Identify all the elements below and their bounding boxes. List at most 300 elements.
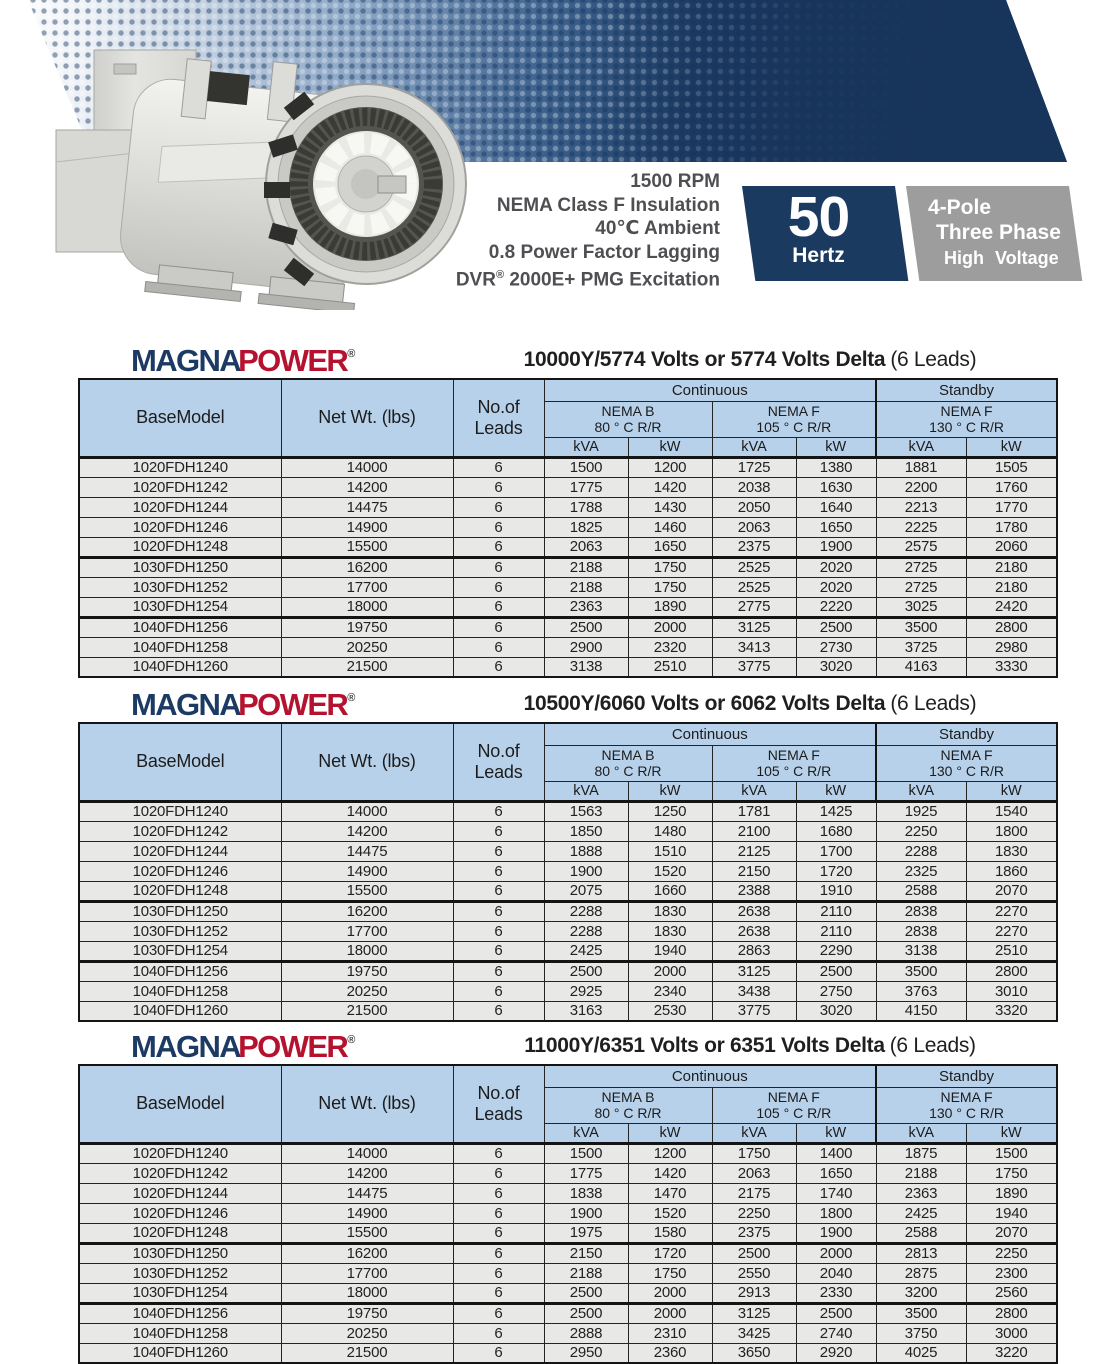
group-header-continuous: Continuous: [544, 379, 876, 401]
table-cell: 1775: [544, 477, 628, 497]
table-cell: 3775: [712, 657, 796, 677]
table-cell: 2000: [796, 1243, 876, 1263]
table-cell: 2150: [544, 1243, 628, 1263]
table-row: [79, 477, 1057, 497]
table-cell: 1540: [966, 801, 1057, 821]
table-cell: 2020: [796, 557, 876, 577]
table-cell: 2288: [544, 921, 628, 941]
col-header-netwt: Net Wt. (lbs): [281, 1065, 453, 1143]
table-cell: 1900: [544, 1203, 628, 1223]
table-cell: 1420: [628, 477, 712, 497]
table-cell: 21500: [281, 657, 453, 677]
table-cell: 1020FDH1244: [79, 1183, 281, 1203]
table-cell: 1030FDH1250: [79, 1243, 281, 1263]
table-cell: 6: [453, 537, 544, 557]
table-cell: 21500: [281, 1001, 453, 1021]
table-cell: 1830: [628, 921, 712, 941]
table-cell: 2875: [876, 1263, 966, 1283]
table-cell: 2838: [876, 921, 966, 941]
table-cell: 3425: [712, 1323, 796, 1343]
table-cell: 6: [453, 861, 544, 881]
table-row: [79, 861, 1057, 881]
nema-header: NEMA F 130 ° C R/R: [876, 745, 1057, 781]
table-cell: 20250: [281, 1323, 453, 1343]
table-cell: 2063: [712, 517, 796, 537]
table-cell: 6: [453, 1001, 544, 1021]
table-row: [79, 961, 1057, 981]
table-cell: 1200: [628, 1143, 712, 1163]
table-cell: 1040FDH1258: [79, 637, 281, 657]
table-cell: 2740: [796, 1323, 876, 1343]
table-cell: 2550: [712, 1263, 796, 1283]
table-cell: 1900: [796, 537, 876, 557]
table-cell: 2800: [966, 617, 1057, 637]
table-cell: 6: [453, 657, 544, 677]
table-cell: 1500: [544, 1143, 628, 1163]
table-cell: 1750: [966, 1163, 1057, 1183]
unit-header-kw: kW: [796, 781, 876, 801]
table-cell: 2425: [544, 941, 628, 961]
table-row: [79, 881, 1057, 901]
table-cell: 1580: [628, 1223, 712, 1243]
table-cell: 1400: [796, 1143, 876, 1163]
table-cell: 1380: [796, 457, 876, 477]
table-cell: 2913: [712, 1283, 796, 1303]
table-cell: 2500: [796, 617, 876, 637]
table-cell: 1888: [544, 841, 628, 861]
table-cell: 14000: [281, 457, 453, 477]
table-cell: 3413: [712, 637, 796, 657]
table-cell: 2250: [876, 821, 966, 841]
table-cell: 1020FDH1244: [79, 497, 281, 517]
table-cell: 1940: [966, 1203, 1057, 1223]
table-cell: 14475: [281, 497, 453, 517]
table-cell: 6: [453, 1343, 544, 1363]
table-cell: 3010: [966, 981, 1057, 1001]
table-cell: 2375: [712, 537, 796, 557]
table-cell: 2180: [966, 577, 1057, 597]
table-cell: 1830: [628, 901, 712, 921]
table-cell: 2175: [712, 1183, 796, 1203]
group-header-continuous: Continuous: [544, 723, 876, 745]
spec-line: 1500 RPM: [630, 171, 720, 192]
table-cell: 1460: [628, 517, 712, 537]
table-cell: 2110: [796, 901, 876, 921]
table-cell: 2500: [544, 1303, 628, 1323]
table-cell: 2888: [544, 1323, 628, 1343]
table-cell: 1030FDH1250: [79, 557, 281, 577]
table-cell: 19750: [281, 961, 453, 981]
table-cell: 2500: [712, 1243, 796, 1263]
table-cell: 3000: [966, 1323, 1057, 1343]
table-cell: 2500: [544, 1283, 628, 1303]
table-cell: 6: [453, 1163, 544, 1183]
table-row: [79, 577, 1057, 597]
table-cell: 6: [453, 637, 544, 657]
col-header-basemodel: BaseModel: [79, 723, 281, 801]
table-cell: 1781: [712, 801, 796, 821]
table-cell: 2375: [712, 1223, 796, 1243]
table-cell: 14200: [281, 477, 453, 497]
table-row: [79, 801, 1057, 821]
section-title: 10000Y/5774 Volts or 5774 Volts Delta (6 Leads): [523, 348, 977, 371]
table-cell: 6: [453, 981, 544, 1001]
table-cell: 3125: [712, 961, 796, 981]
table-cell: 1500: [544, 457, 628, 477]
table-cell: 2560: [966, 1283, 1057, 1303]
table-cell: 1780: [966, 517, 1057, 537]
table-cell: 1650: [796, 1163, 876, 1183]
table-cell: 14000: [281, 801, 453, 821]
table-cell: 1020FDH1242: [79, 477, 281, 497]
table-cell: 2588: [876, 881, 966, 901]
table-cell: 1020FDH1246: [79, 861, 281, 881]
table-cell: 2920: [796, 1343, 876, 1363]
table-row: [79, 1143, 1057, 1163]
ratings-table: [78, 1064, 1058, 1364]
table-cell: 3330: [966, 657, 1057, 677]
table-cell: 1030FDH1252: [79, 577, 281, 597]
table-cell: 3763: [876, 981, 966, 1001]
table-cell: 2388: [712, 881, 796, 901]
table-cell: 1900: [544, 861, 628, 881]
table-cell: 1800: [966, 821, 1057, 841]
section-title: 10500Y/6060 Volts or 6062 Volts Delta (6 Leads): [523, 692, 977, 715]
table-cell: 1040FDH1260: [79, 657, 281, 677]
col-header-leads: No.of Leads: [453, 379, 544, 457]
table-row: [79, 617, 1057, 637]
table-cell: 2575: [876, 537, 966, 557]
table-cell: 1510: [628, 841, 712, 861]
table-cell: 2500: [544, 617, 628, 637]
registered-mark: ®: [347, 348, 356, 360]
unit-header-kw: kW: [628, 781, 712, 801]
table-cell: 1770: [966, 497, 1057, 517]
table-cell: 1838: [544, 1183, 628, 1203]
table-cell: 6: [453, 1303, 544, 1323]
table-cell: 1430: [628, 497, 712, 517]
table-cell: 2525: [712, 577, 796, 597]
table-cell: 2800: [966, 961, 1057, 981]
unit-header-kw: kW: [966, 781, 1057, 801]
table-cell: 1020FDH1240: [79, 457, 281, 477]
table-cell: 3500: [876, 617, 966, 637]
table-cell: 1030FDH1254: [79, 941, 281, 961]
table-cell: 1040FDH1258: [79, 1323, 281, 1343]
table-cell: 6: [453, 921, 544, 941]
unit-header-kva: kVA: [544, 437, 628, 457]
table-cell: 3020: [796, 1001, 876, 1021]
table-cell: 2900: [544, 637, 628, 657]
table-cell: 3020: [796, 657, 876, 677]
table-cell: 15500: [281, 881, 453, 901]
table-row: [79, 921, 1057, 941]
table-cell: 2000: [628, 1283, 712, 1303]
table-cell: 19750: [281, 617, 453, 637]
table-cell: 1860: [966, 861, 1057, 881]
table-cell: 2188: [876, 1163, 966, 1183]
col-header-basemodel: BaseModel: [79, 1065, 281, 1143]
table-cell: 3200: [876, 1283, 966, 1303]
table-cell: 2188: [544, 577, 628, 597]
table-cell: 1890: [628, 597, 712, 617]
table-cell: 1040FDH1256: [79, 961, 281, 981]
table-cell: 2500: [796, 961, 876, 981]
table-cell: 2050: [712, 497, 796, 517]
ratings-table: [78, 378, 1058, 678]
table-row: [79, 657, 1057, 677]
table-cell: 2070: [966, 1223, 1057, 1243]
table-row: [79, 537, 1057, 557]
ratings-table: [78, 722, 1058, 1022]
table-cell: 2000: [628, 1303, 712, 1323]
unit-header-kw: kW: [628, 437, 712, 457]
table-cell: 2060: [966, 537, 1057, 557]
nema-header: NEMA B 80 ° C R/R: [544, 1087, 712, 1123]
table-row: [79, 1263, 1057, 1283]
table-cell: 1680: [796, 821, 876, 841]
table-cell: 2213: [876, 497, 966, 517]
table-cell: 6: [453, 1243, 544, 1263]
table-cell: 1020FDH1246: [79, 1203, 281, 1223]
table-row: [79, 821, 1057, 841]
table-cell: 1040FDH1258: [79, 981, 281, 1001]
table-row: [79, 637, 1057, 657]
table-cell: 2310: [628, 1323, 712, 1343]
unit-header-kva: kVA: [712, 437, 796, 457]
spec-line: 40℃ Ambient: [595, 218, 720, 240]
table-cell: 2150: [712, 861, 796, 881]
table-cell: 6: [453, 1223, 544, 1243]
table-cell: 1480: [628, 821, 712, 841]
table-cell: 2188: [544, 557, 628, 577]
table-row: [79, 1303, 1057, 1323]
table-cell: 2775: [712, 597, 796, 617]
table-cell: 2950: [544, 1343, 628, 1363]
table-cell: 2040: [796, 1263, 876, 1283]
table-cell: 3500: [876, 961, 966, 981]
table-cell: 3500: [876, 1303, 966, 1323]
table-cell: 2363: [544, 597, 628, 617]
col-header-leads: No.of Leads: [453, 723, 544, 801]
table-cell: 2250: [966, 1243, 1057, 1263]
table-cell: 1910: [796, 881, 876, 901]
table-cell: 1020FDH1240: [79, 801, 281, 821]
table-cell: 1650: [628, 537, 712, 557]
group-header-standby: Standby: [876, 1065, 1057, 1087]
table-cell: 6: [453, 961, 544, 981]
table-cell: 2220: [796, 597, 876, 617]
table-cell: 1660: [628, 881, 712, 901]
table-cell: 2110: [796, 921, 876, 941]
table-cell: 3438: [712, 981, 796, 1001]
group-header-continuous: Continuous: [544, 1065, 876, 1087]
table-cell: 1020FDH1248: [79, 881, 281, 901]
table-cell: 21500: [281, 1343, 453, 1363]
table-cell: 1563: [544, 801, 628, 821]
table-cell: 6: [453, 1143, 544, 1163]
table-cell: 6: [453, 477, 544, 497]
unit-header-kw: kW: [796, 437, 876, 457]
table-cell: 1020FDH1242: [79, 821, 281, 841]
table-cell: 16200: [281, 901, 453, 921]
table-cell: 2125: [712, 841, 796, 861]
registered-mark: ®: [347, 692, 356, 704]
table-cell: 1740: [796, 1183, 876, 1203]
table-cell: 1750: [628, 577, 712, 597]
table-cell: 1630: [796, 477, 876, 497]
table-cell: 2330: [796, 1283, 876, 1303]
nema-header: NEMA F 130 ° C R/R: [876, 1087, 1057, 1123]
registered-mark: ®: [347, 1034, 356, 1046]
table-cell: 2180: [966, 557, 1057, 577]
table-cell: 2020: [796, 577, 876, 597]
nema-header: NEMA F 130 ° C R/R: [876, 401, 1057, 437]
pole-badge: [906, 186, 1069, 281]
table-cell: 1775: [544, 1163, 628, 1183]
table-cell: 1720: [796, 861, 876, 881]
registered-mark: ®: [495, 269, 505, 282]
table-cell: 1420: [628, 1163, 712, 1183]
table-row: [79, 1183, 1057, 1203]
unit-header-kw: kW: [966, 1123, 1057, 1143]
group-header-standby: Standby: [876, 379, 1057, 401]
table-cell: 1890: [966, 1183, 1057, 1203]
table-cell: 2300: [966, 1263, 1057, 1283]
table-cell: 2363: [876, 1183, 966, 1203]
table-cell: 6: [453, 577, 544, 597]
table-cell: 15500: [281, 1223, 453, 1243]
magnapower-logo: MAGNAPOWER®: [131, 687, 356, 722]
table-body: [79, 801, 1057, 1021]
table-row: [79, 1163, 1057, 1183]
col-header-basemodel: BaseModel: [79, 379, 281, 457]
table-cell: 1020FDH1244: [79, 841, 281, 861]
table-cell: 2038: [712, 477, 796, 497]
hertz-unit: Hertz: [792, 244, 845, 267]
table-cell: 1788: [544, 497, 628, 517]
table-cell: 20250: [281, 981, 453, 1001]
nema-header: NEMA B 80 ° C R/R: [544, 401, 712, 437]
table-cell: 1800: [796, 1203, 876, 1223]
table-cell: 1040FDH1256: [79, 617, 281, 637]
table-row: [79, 497, 1057, 517]
nema-header: NEMA F 105 ° C R/R: [712, 745, 876, 781]
table-row: [79, 841, 1057, 861]
hertz-badge: [742, 186, 895, 281]
table-cell: 6: [453, 1203, 544, 1223]
table-cell: 2325: [876, 861, 966, 881]
table-cell: 6: [453, 1263, 544, 1283]
table-cell: 2638: [712, 901, 796, 921]
table-cell: 3650: [712, 1343, 796, 1363]
table-cell: 17700: [281, 921, 453, 941]
table-cell: 6: [453, 941, 544, 961]
unit-header-kva: kVA: [712, 781, 796, 801]
table-cell: 2730: [796, 637, 876, 657]
table-cell: 2200: [876, 477, 966, 497]
table-cell: 3025: [876, 597, 966, 617]
table-cell: 14000: [281, 1143, 453, 1163]
table-cell: 2638: [712, 921, 796, 941]
table-cell: 1750: [712, 1143, 796, 1163]
table-cell: 6: [453, 881, 544, 901]
table-cell: 2525: [712, 557, 796, 577]
table-cell: 3725: [876, 637, 966, 657]
table-row: [79, 901, 1057, 921]
unit-header-kva: kVA: [544, 1123, 628, 1143]
table-cell: 2070: [966, 881, 1057, 901]
table-cell: 2725: [876, 557, 966, 577]
table-cell: 1030FDH1252: [79, 1263, 281, 1283]
table-cell: 2340: [628, 981, 712, 1001]
table-cell: 16200: [281, 557, 453, 577]
table-cell: 2188: [544, 1263, 628, 1283]
table-cell: 3220: [966, 1343, 1057, 1363]
table-cell: 14900: [281, 1203, 453, 1223]
table-cell: 1975: [544, 1223, 628, 1243]
table-cell: 6: [453, 517, 544, 537]
nema-header: NEMA F 105 ° C R/R: [712, 1087, 876, 1123]
table-cell: 2420: [966, 597, 1057, 617]
table-cell: 1040FDH1256: [79, 1303, 281, 1323]
table-cell: 1470: [628, 1183, 712, 1203]
table-cell: 3138: [544, 657, 628, 677]
col-header-netwt: Net Wt. (lbs): [281, 723, 453, 801]
table-cell: 2980: [966, 637, 1057, 657]
spec-line-dvr: DVR® 2000E+ PMG Excitation: [455, 269, 720, 291]
table-cell: 6: [453, 457, 544, 477]
phase-line: Three Phase: [936, 221, 1061, 244]
table-cell: 1020FDH1246: [79, 517, 281, 537]
table-row: [79, 1323, 1057, 1343]
table-cell: 1881: [876, 457, 966, 477]
table-cell: 6: [453, 1183, 544, 1203]
nema-header: NEMA B 80 ° C R/R: [544, 745, 712, 781]
table-cell: 1020FDH1248: [79, 537, 281, 557]
table-cell: 1900: [796, 1223, 876, 1243]
table-row: [79, 1243, 1057, 1263]
table-cell: 2813: [876, 1243, 966, 1263]
table-cell: 14475: [281, 1183, 453, 1203]
table-cell: 1750: [628, 1263, 712, 1283]
table-cell: 19750: [281, 1303, 453, 1323]
table-cell: 1020FDH1242: [79, 1163, 281, 1183]
table-row: [79, 557, 1057, 577]
unit-header-kw: kW: [796, 1123, 876, 1143]
table-cell: 2000: [628, 617, 712, 637]
unit-header-kva: kVA: [712, 1123, 796, 1143]
table-row: [79, 1223, 1057, 1243]
table-cell: 14475: [281, 841, 453, 861]
col-header-leads: No.of Leads: [453, 1065, 544, 1143]
table-cell: 1030FDH1252: [79, 921, 281, 941]
table-cell: 2800: [966, 1303, 1057, 1323]
spec-line: NEMA Class F Insulation: [496, 194, 720, 216]
table-cell: 6: [453, 801, 544, 821]
table-cell: 2063: [544, 537, 628, 557]
table-cell: 1020FDH1248: [79, 1223, 281, 1243]
table-cell: 6: [453, 901, 544, 921]
table-cell: 1850: [544, 821, 628, 841]
voltage-line: High Voltage: [944, 248, 1059, 268]
table-cell: 2863: [712, 941, 796, 961]
table-row: [79, 597, 1057, 617]
table-cell: 1030FDH1254: [79, 597, 281, 617]
group-header-standby: Standby: [876, 723, 1057, 745]
unit-header-kw: kW: [966, 437, 1057, 457]
table-row: [79, 1283, 1057, 1303]
